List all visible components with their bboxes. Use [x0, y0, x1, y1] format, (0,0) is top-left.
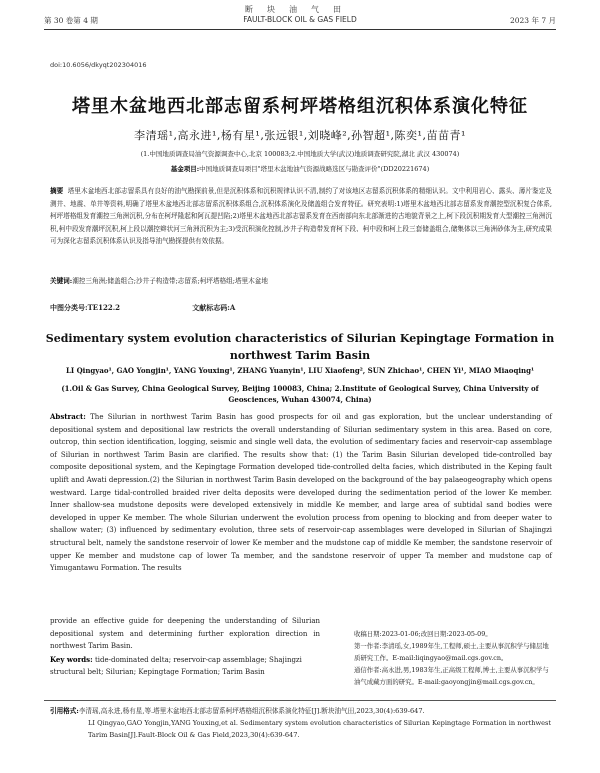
journal-name-en: FAULT-BLOCK OIL & GAS FIELD	[243, 15, 357, 24]
authors-en: LI Qingyao¹, GAO Yongjin¹, YANG Youxing¹, ZHANG Yuanyin¹, LIU Xiaofeng², SUN Zhichao¹, CHEN Yi¹, MIAO Miaoqing¹	[65, 366, 535, 375]
abstract-label-cn: 摘要	[50, 187, 64, 195]
abstract-en-tail: provide an effective guide for deepening the understanding of Silurian depositional system and determining further exploration direction in northwest Tarim Basin.	[50, 617, 320, 651]
affiliation-en: (1.Oil & Gas Survey, China Geological Survey, Beijing 100083, China; 2.Institute of Geological Survey, China University of Geosciences, Wuhan 430074, China)	[61, 384, 539, 404]
citation-cn: 李清瑶,高永进,杨有星,等.塔里木盆地西北部志留系柯坪塔格组沉积体系演化特征[J].断块油气田,2023,30(4):639-647.	[78, 707, 425, 715]
volume-issue: 第 30 卷第 4 期	[44, 16, 98, 25]
title-en	[0, 330, 600, 364]
funding-cn	[0, 164, 600, 173]
abstract-cn	[50, 185, 552, 248]
keywords-cn	[50, 275, 552, 287]
running-header	[44, 15, 556, 27]
keywords-text-en: tide-dominated delta; reservoir-cap assemblage; Shajingzi structural belt; Silurian; Kepingtage Formation; Tarim Basin	[50, 656, 302, 676]
footer-rule	[44, 700, 556, 701]
first-author-info: 第一作者:李清瑶,女,1989年生,工程师,硕士,主要从事沉积学与储层地质研究工作。E-mail:liqingyao@mail.cgs.gov.cn。	[354, 642, 549, 662]
keywords-text-cn: 潮控三角洲;储盖组合;沙井子构造带;志留系;柯坪塔格组;塔里木盆地	[72, 277, 268, 285]
citation-en: LI Qingyao,GAO Yongjin,YANG Youxing,et al. Sedimentary system evolution characteristics of Silurian Kepingtage Formation in northwest Tarim Basin[J].Fault-Block Oil & Gas Field,2023,30(4):639-647.	[88, 719, 552, 739]
doi[interactable]: doi:10.6056/dkyqt202304016	[50, 61, 147, 69]
document-code: 文献标志码:A	[192, 303, 236, 312]
affiliation-cn: (1.中国地质调查局油气资源调查中心,北京 100083;2.中国地质大学(武汉)地质调查研究院,湖北 武汉 430074)	[140, 150, 460, 158]
keywords-en	[50, 654, 320, 678]
abstract-label-en: Abstract:	[50, 412, 86, 421]
authors-cn: 李清瑶¹,高永进¹,杨有星¹,张远银¹,刘晓峰²,孙智超¹,陈奕¹,苗苗青¹	[134, 129, 466, 142]
publication-date: 2023 年 7 月	[509, 16, 556, 25]
title-en-line2: northwest Tarim Basin	[229, 349, 371, 362]
citation-label: 引用格式:	[50, 707, 79, 715]
title-cn: 塔里木盆地西北部志留系柯坪塔格组沉积体系演化特征	[72, 96, 528, 117]
keywords-label-en: Key words:	[50, 655, 93, 664]
clc-number: 中图分类号:TE122.2	[50, 303, 121, 312]
journal-name-cn: 断块油气田	[245, 5, 355, 14]
article-info	[354, 628, 554, 688]
received-date: 收稿日期:2023-01-06;改回日期:2023-05-09。	[354, 630, 492, 638]
keywords-label-cn: 关键词:	[50, 277, 73, 285]
abstract-text-en: The Silurian in northwest Tarim Basin has good prospects for oil and gas exploration, but the unclear understanding of depositional system and depositional law restricts the overall understanding of Silurian sedimentary system in this area. Based on core, outcrop, thin section identification, logging, seismic and single well data, the evolution of sedimentary facies and reservoir-cap assemblage of Silurian in northwest Tarim Basin are clarified. The results show that: (1) the Tarim Basin Silurian developed tide-controlled bay composite depositional system, and the Kepingtage Formation developed tide-controlled delta facies, which distributed in the Keping fault uplift and Awati depression.(2) the Silurian in northwest Tarim Basin developed on the background of the bay palaeogeography which opens westward. Large tidal-controlled braided river delta deposits were developed during the sedimentation period of the lower Ke member. Inner shallow-sea mudstone deposits were developed extensively in middle Ke member, and large area of subtidal sand bodies were developed in upper Ke member. The whole Silurian underwent the evolution process from opening to blocking and from deeper water to shallow water; (3) influenced by sedimentary evolution, three sets of reservoir-cap assemblages were developed in Silurian of Shajingzi structural belt, namely the sandstone reservoir of lower Ke member and the mudstone cap of middle Ke member, the sandstone reservoir of upper Ke member and mudstone cap of lower Ta member, and the sandstone reservoir of upper Ta member and mudstone cap of Yimugantawu Formation. The results	[50, 413, 552, 573]
classification-line	[50, 303, 305, 313]
header-rule	[44, 29, 556, 30]
citation	[50, 705, 555, 741]
abstract-en	[50, 411, 552, 575]
funding-label: 基金项目:	[170, 165, 200, 173]
title-en-line1: Sedimentary system evolution characteristics of Silurian Kepingtage Formation in	[45, 332, 555, 345]
abstract-text-cn: 塔里木盆地西北部志留系具有良好的油气勘探前景,但是沉积体系和沉积规律认识不清,制约了对该地区志留系沉积体系的精细认识。文中利用岩心、露头、薄片鉴定及测井、地震、单井等资料,明确了塔里木盆地西北部志留系沉积体系组合,沉积体系演化及储盖组合发育特征。研究表明:1)塔里木盆地西北部志留系发育潮控型沉积复合体系,柯坪塔格组发育潮控三角洲沉积,分布在柯坪隆起和阿瓦提凹陷;2)塔里木盆地西北部志留系发育在西南部向东北部渐进的古地貌背景之上,柯下段沉积期发育大型潮控三角洲沉积,柯中段发育潮坪沉积,柯上段以潮控辫状河三角洲沉积为主;3)受沉积演化控制,沙井子构造带发育柯下段、柯中段和柯上段三套储盖组合,储集体以三角洲砂体为主,研究成果可为深化志留系沉积体系认识及指导油气勘探提供有效依据。	[50, 187, 552, 246]
funding-text: 中国地质调查局项目"塔里木盆地油气资源战略选区与勘查评价"(DD20221674)	[199, 165, 430, 173]
corresponding-author-info: 通信作者:高永进,男,1983年生,正高级工程师,博士,主要从事沉积学与油气成藏方面的研究。E-mail:gaoyongjin@mail.cgs.gov.cn。	[354, 666, 549, 686]
